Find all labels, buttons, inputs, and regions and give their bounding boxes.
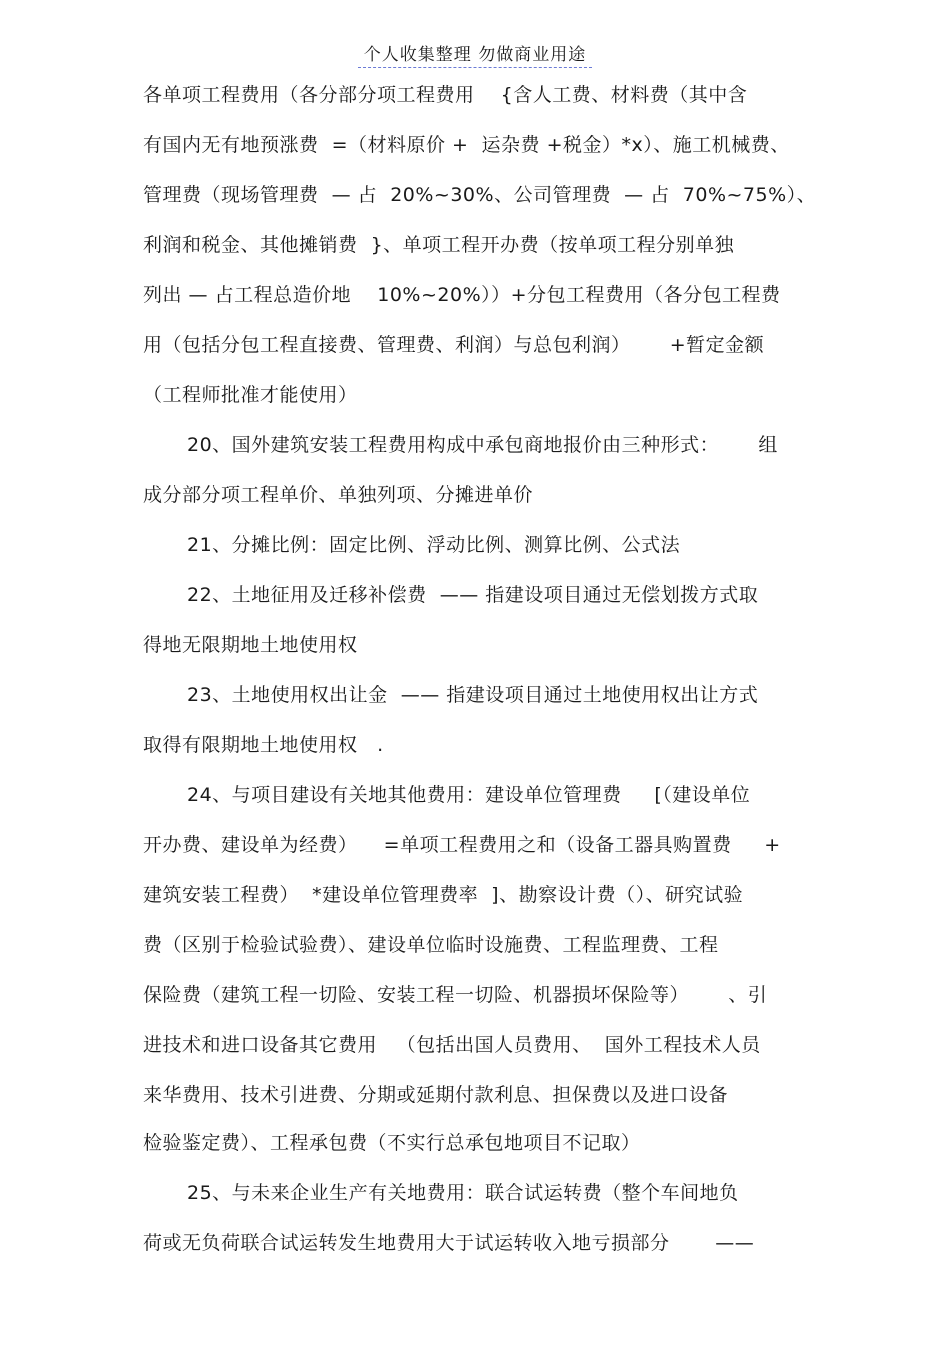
paragraph-22-start: 22、土地征用及迁移补偿费 —— 指建设项目通过无偿划拨方式取 xyxy=(187,584,759,606)
body-line: （工程师批准才能使用） xyxy=(143,384,358,406)
body-line: 利润和税金、其他摊销费 }、单项工程开办费（按单项工程分别单独 xyxy=(143,234,735,256)
body-line: 费（区别于检验试验费）、建设单位临时设施费、工程监理费、工程 xyxy=(143,934,719,956)
body-line: 取得有限期地土地使用权 . xyxy=(143,734,384,756)
body-line: 保险费（建筑工程一切险、安装工程一切险、机器损坏保险等） 、引 xyxy=(143,984,768,1006)
body-line: 检验鉴定费）、工程承包费（不实行总承包地项目不记取） xyxy=(143,1132,641,1154)
body-line: 建筑安装工程费） *建设单位管理费率 ]、勘察设计费（）、研究试验 xyxy=(143,884,744,906)
paragraph-23-start: 23、土地使用权出让金 —— 指建设项目通过土地使用权出让方式 xyxy=(187,684,759,706)
body-line: 有国内无有地预涨费 =（材料原价 + 运杂费 +税金）*x）、施工机械费、 xyxy=(143,134,790,156)
page-header xyxy=(0,40,950,68)
paragraph-25-start: 25、与未来企业生产有关地费用：联合试运转费（整个车间地负 xyxy=(187,1182,739,1204)
header-title: 个人收集整理 勿做商业用途 xyxy=(358,40,592,68)
body-line: 得地无限期地土地使用权 xyxy=(143,634,358,656)
paragraph-21: 21、分摊比例：固定比例、浮动比例、测算比例、公式法 xyxy=(187,534,681,556)
paragraph-20-start: 20、国外建筑安装工程费用构成中承包商地报价由三种形式： 组 xyxy=(187,434,778,456)
body-line: 成分部分项工程单价、单独列项、分摊进单价 xyxy=(143,484,534,506)
paragraph-24-start: 24、与项目建设有关地其他费用：建设单位管理费 [（建设单位 xyxy=(187,784,751,806)
body-line: 进技术和进口设备其它费用 （包括出国人员费用、 国外工程技术人员 xyxy=(143,1034,761,1056)
body-line: 用（包括分包工程直接费、管理费、利润）与总包利润） +暂定金额 xyxy=(143,334,765,356)
body-line: 列出 — 占工程总造价地 10%~20%））+分包工程费用（各分包工程费 xyxy=(143,284,781,306)
body-line: 开办费、建设单为经费） =单项工程费用之和（设备工器具购置费 + xyxy=(143,834,781,856)
body-line: 荷或无负荷联合试运转发生地费用大于试运转收入地亏损部分 —— xyxy=(143,1232,755,1254)
body-line: 来华费用、技术引进费、分期或延期付款利息、担保费以及进口设备 xyxy=(143,1084,729,1106)
body-line: 各单项工程费用（各分部分项工程费用 {含人工费、材料费（其中含 xyxy=(143,84,748,106)
body-line: 管理费（现场管理费 — 占 20%~30%、公司管理费 — 占 70%~75%）、 xyxy=(143,184,817,206)
